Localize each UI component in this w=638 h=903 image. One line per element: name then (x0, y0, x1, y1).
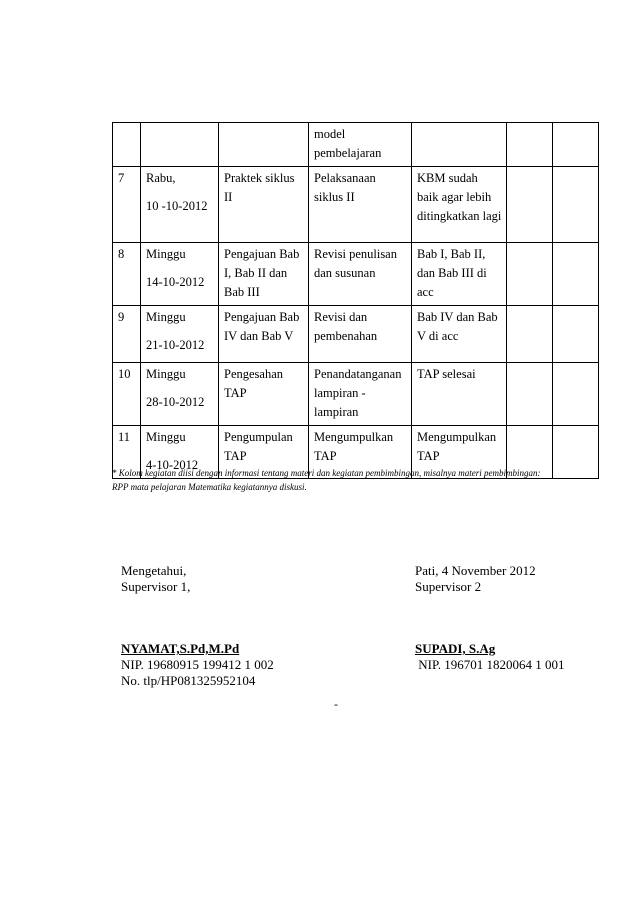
day-name: Rabu, (146, 171, 176, 185)
table-cell (219, 123, 309, 167)
number-cell: 10 (113, 363, 141, 426)
result-cell: Bab IV dan Bab V di acc (412, 306, 507, 363)
result-cell: KBM sudah baik agar lebih ditingkatkan lagi (412, 167, 507, 243)
date-cell (141, 306, 219, 363)
result-cell: Bab I, Bab II, dan Bab III di acc (412, 243, 507, 306)
signatory-name: SUPADI, S.Ag (415, 641, 496, 656)
place-date: Pati, 4 November 2012 (415, 563, 536, 578)
table-row (113, 123, 599, 167)
number-cell: 8 (113, 243, 141, 306)
signature-space (415, 595, 565, 641)
table-cell (141, 123, 219, 167)
signatory-nip: NIP. 196701 1820064 1 001 (415, 657, 565, 672)
table-row (113, 306, 599, 363)
table-cell (507, 167, 553, 243)
acknowledgement-label: Mengetahui, (121, 563, 187, 578)
table-row (113, 243, 599, 306)
guidance-log-table (112, 122, 599, 479)
activity-cell: Pengajuan Bab IV dan Bab V (219, 306, 309, 363)
footnote: * Kolom kegiatan diisi dengan informasi tentang materi dan kegiatan pembimbingan, misalnya materi pembimbingan: RPP mata pelajaran Matematika kegiatannya diskusi. (112, 468, 541, 492)
table-row (113, 363, 599, 426)
table-cell (553, 243, 599, 306)
table-cell (553, 167, 599, 243)
date-cell (141, 167, 219, 243)
signatory-name: NYAMAT,S.Pd,M.Pd (121, 641, 240, 656)
table-cell (412, 123, 507, 167)
activity-cell: Pengumpulan TAP (219, 426, 309, 479)
date-cell (141, 363, 219, 426)
supervisor-title: Supervisor 2 (415, 579, 482, 594)
activity-cell: Pengesahan TAP (219, 363, 309, 426)
signature-space (121, 595, 274, 641)
date: 10 -10-2012 (146, 199, 208, 213)
table-cell (113, 123, 141, 167)
date: 14-10-2012 (146, 275, 205, 289)
stray-mark: - (334, 697, 338, 711)
table-cell (507, 363, 553, 426)
day-name: Minggu (146, 430, 186, 444)
table-cell (507, 306, 553, 363)
signatory-phone: No. tlp/HP081325952104 (121, 673, 256, 688)
result-cell: Mengumpulkan TAP (412, 426, 507, 479)
day-name: Minggu (146, 367, 186, 381)
activity-cell: Praktek siklus II (219, 167, 309, 243)
table-cell (507, 243, 553, 306)
material-cell: Revisi penulisan dan susunan (309, 243, 412, 306)
signature-block-left (121, 563, 274, 689)
day-name: Minggu (146, 247, 186, 261)
table-cell (553, 426, 599, 479)
material-cell: model pembelajaran (309, 123, 412, 167)
signatory-nip: NIP. 19680915 199412 1 002 (121, 657, 274, 672)
material-cell: Pelaksanaan siklus II (309, 167, 412, 243)
number-cell: 11 (113, 426, 141, 479)
date: 21-10-2012 (146, 338, 205, 352)
material-cell: Penandatanganan lampiran - lampiran (309, 363, 412, 426)
date: 4-10-2012 (146, 458, 199, 472)
table-cell (553, 306, 599, 363)
number-cell: 7 (113, 167, 141, 243)
signature-block-right (415, 563, 565, 673)
table-cell (553, 363, 599, 426)
table-cell (553, 123, 599, 167)
day-name: Minggu (146, 310, 186, 324)
date: 28-10-2012 (146, 395, 205, 409)
material-cell: Revisi dan pembenahan (309, 306, 412, 363)
table-cell (507, 123, 553, 167)
activity-cell: Pengajuan Bab I, Bab II dan Bab III (219, 243, 309, 306)
table-row (113, 167, 599, 243)
material-cell: Mengumpulkan TAP (309, 426, 412, 479)
supervisor-title: Supervisor 1, (121, 579, 191, 594)
date-cell (141, 243, 219, 306)
number-cell: 9 (113, 306, 141, 363)
result-cell: TAP selesai (412, 363, 507, 426)
